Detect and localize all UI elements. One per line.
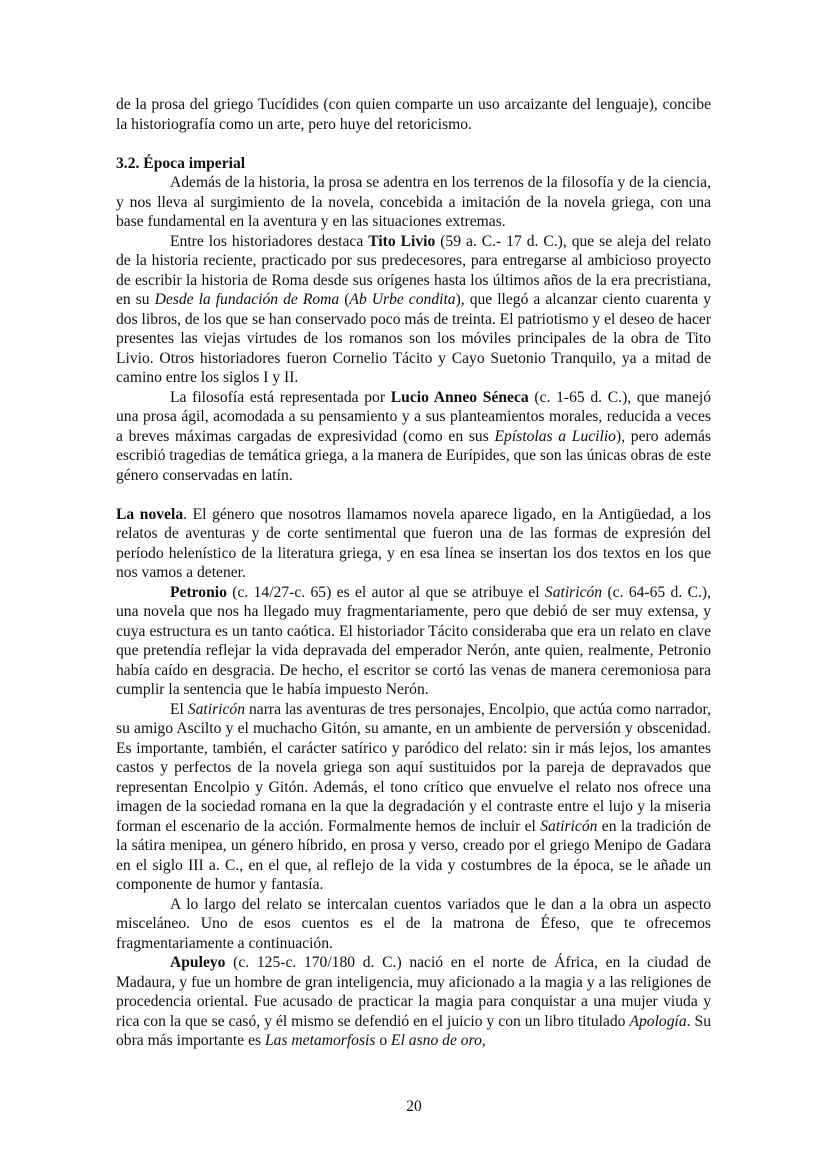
text-run: o: [375, 1032, 392, 1049]
work-title-latin: Ab Urbe condita: [349, 291, 456, 308]
work-title: Satiricón: [187, 700, 246, 718]
work-title: Desde la fundación de Roma: [154, 291, 340, 308]
text-run: (: [339, 291, 350, 308]
text-run: Entre los historiadores destaca: [170, 232, 369, 250]
name-seneca: Lucio Anneo Séneca: [390, 388, 529, 406]
work-title: Apología: [629, 1012, 687, 1030]
work-title: El asno de oro: [391, 1032, 482, 1049]
text-run: ), pero además escribió tragedias de temática griega, a la manera de Eurípides, que son las únicas obras de este género conservadas en latín.: [116, 427, 711, 484]
text-run: en la tradición de la sátira menipea, un género híbrido, en prosa y verso, creado por el griego Menipo de Gadara en el siglo III a. C., en el que, al reflejo de la vida y costumbres de la época, se le añade un componente de humor y fantasía.: [116, 817, 711, 893]
paragraph-petronio: [116, 583, 711, 700]
name-apuleyo: Apuleyo: [170, 954, 226, 971]
text-run: El: [170, 700, 188, 718]
paragraph-cuentos: A lo largo del relato se intercalan cuentos variados que le dan a la obra un aspecto misceláneo. Uno de esos cuentos es el de la matrona de Éfeso, que te ofrecemos fragmentariamente a continuación.: [116, 895, 711, 952]
document-page: [116, 95, 711, 1051]
section-heading: 3.2. Época imperial: [116, 154, 246, 172]
page-number: 20: [406, 1098, 422, 1115]
paragraph-seneca: [116, 388, 711, 486]
work-title: Las metamorfosis: [264, 1032, 376, 1049]
text-run: (c. 14/27-c. 65) es el autor al que se atribuye el: [226, 583, 545, 601]
text-run: (c. 64-65 d. C.), una novela que nos ha llegado muy fragmentariamente, pero que debió de ser muy extensa, y cuya estructura es un tanto caótica. El historiador Tácito consideraba que era un relato en clave que pretendía reflejar la vida depravada del emperador Nerón, ante quien, realmente, Petronio había caído en desgracia. De hecho, el escritor se cortó las venas de manera ceremoniosa para cumplir la sentencia que le había impuesto Nerón.: [116, 583, 712, 698]
spacer: [116, 485, 711, 505]
intro-paragraph: de la prosa del griego Tucídides (con quien comparte un uso arcaizante del lenguaje), concibe la historiografía como un arte, pero huye del retoricismo.: [116, 96, 711, 133]
paragraph-apuleyo: [116, 953, 711, 1051]
work-title: Satiricón: [540, 817, 598, 835]
text-run: narra las aventuras de tres personajes, Encolpio, que actúa como narrador, su amigo Ascilto y el muchacho Gitón, su amante, en un ambiente de perversión y obscenidad. Es importante, también, el carácter satírico y paródico del relato: sin ir más lejos, los amantes castos y perfectos de la novela griega son aquí sustituidos por la pareja de depravados que representan Encolpio y Gitón. Además, el tono crítico que envuelve el relato nos ofrece una imagen de la sociedad romana en la que la degradación y el contraste entre el lujo y la miseria forman el escenario de la acción. Formalmente hemos de incluir el: [116, 700, 711, 835]
subheading-la-novela: La novela: [116, 505, 184, 523]
paragraph-la-novela: [116, 505, 711, 583]
text-run: . El género que nosotros llamamos novela aparece ligado, en la Antigüedad, a los relatos de aventuras y de corte sentimental que fueron una de las formas de expresión del período helenístico de la literatura griega, y en esa línea se insertan los dos textos en los que nos vamos a detener.: [116, 505, 711, 581]
text-run: (59 a. C.- 17 d. C.), que se aleja del relato de la historia reciente, practicado por sus predecesores, para entregarse al ambicioso proyecto de escribir la historia de Roma desde sus orígenes hasta los últimos años de la era precristiana, en su: [116, 232, 712, 308]
name-petronio: Petronio: [170, 583, 227, 601]
text-run: . Su obra más importante es: [116, 1012, 711, 1049]
text-run: ,: [481, 1032, 486, 1049]
text-run: (c. 125-c. 170/180 d. C.) nació en el norte de África, en la ciudad de Madaura, y fue un hombre de gran inteligencia, muy aficionado a la magia y a las religiones de procedencia oriental. Fue acusado de practicar la magia para conquistar a una mujer viuda y rica con la que se casó, y él mismo se defendió en el juicio y con un libro titulado: [116, 954, 711, 1030]
name-tito-livio: Tito Livio: [368, 232, 436, 250]
paragraph-satiricon: [116, 700, 711, 895]
text-run: ), que llegó a alcanzar ciento cuarenta y dos libros, de los que se han conservado poco más de treinta. El patriotismo y el deseo de hacer presentes las viejas virtudes de los romanos son los móviles principales de la obra de Tito Livio. Otros historiadores fueron Cornelio Tácito y Cayo Suetonio Tranquilo, ya a mitad de camino entre los siglos I y II.: [116, 291, 711, 386]
spacer: [116, 134, 711, 154]
paragraph-tito-livio: [116, 232, 711, 388]
paragraph-prose-intro: Además de la historia, la prosa se adentra en los terrenos de la filosofía y de la ciencia, y nos lleva al surgimiento de la novela, concebida a imitación de la novela griega, con una base fundamental en la aventura y en las situaciones extremas.: [116, 174, 711, 230]
work-title: Satiricón: [544, 583, 603, 601]
text-run: La filosofía está representada por: [170, 388, 391, 406]
text-run: (c. 1-65 d. C.), que manejó una prosa ágil, acomodada a su pensamiento y a sus planteamientos morales, reducida a veces a breves máximas cargadas de expresividad (como en sus: [116, 388, 711, 445]
work-title: Epístolas a Lucilio: [494, 427, 616, 445]
